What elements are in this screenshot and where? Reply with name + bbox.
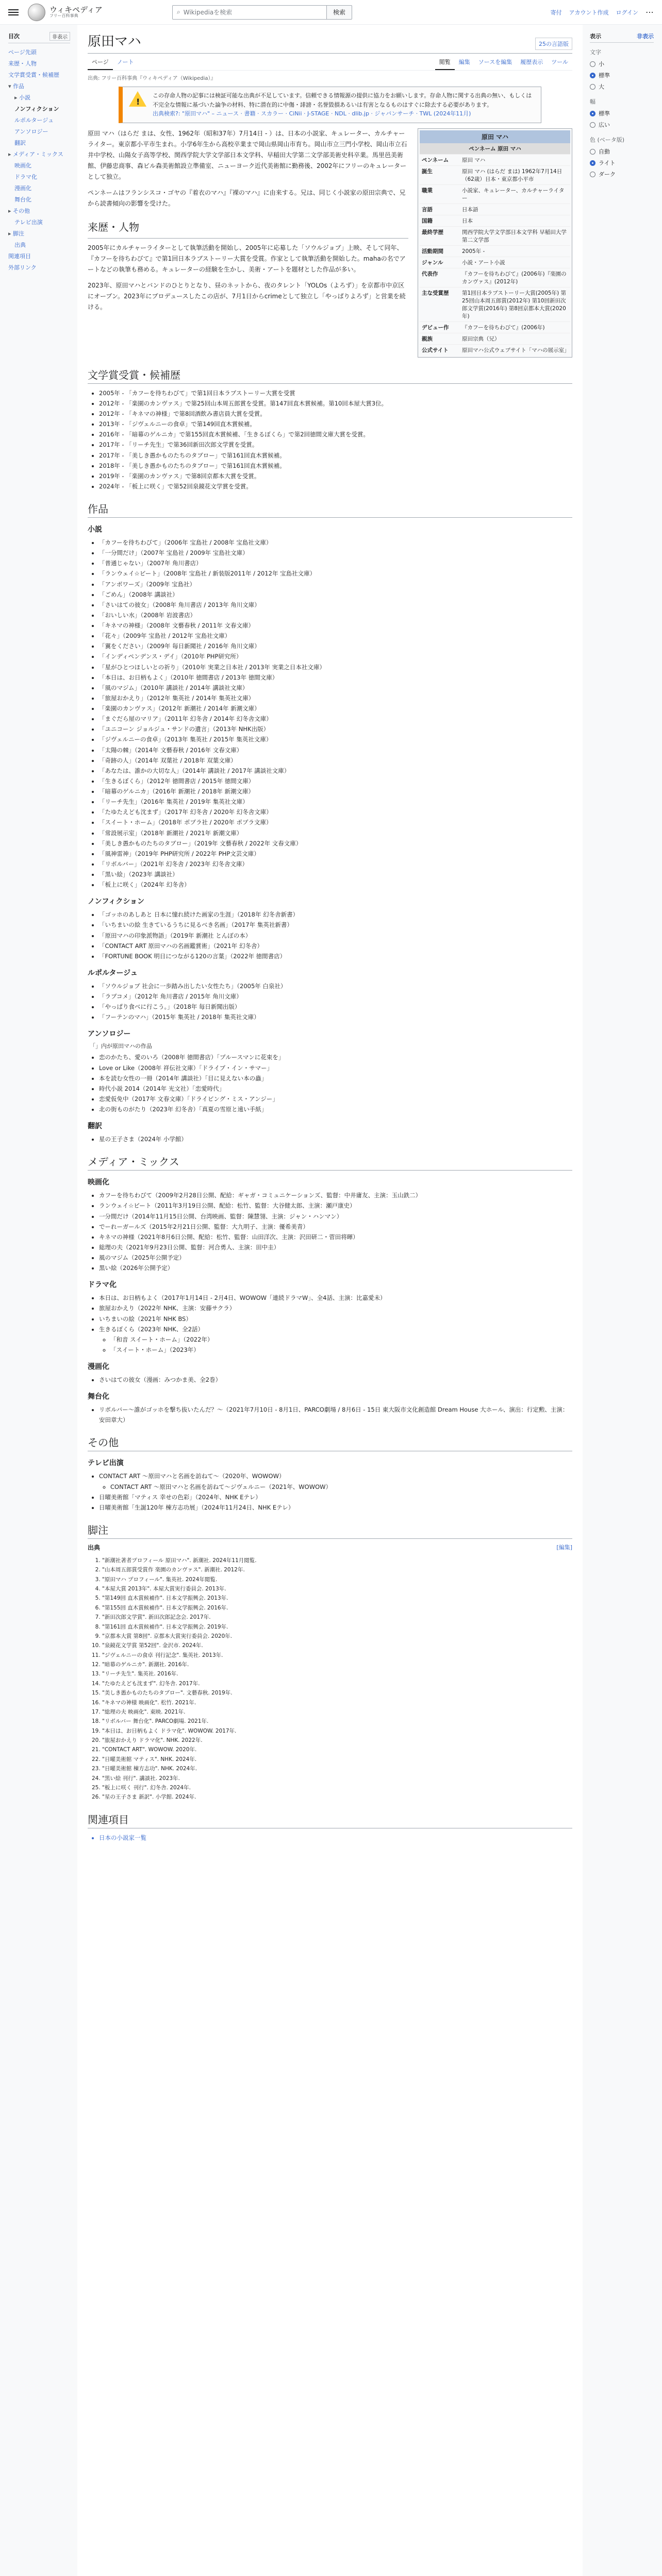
infobox-header: ペンネーム 原田 マハ — [420, 143, 570, 154]
list-item: • ランウェイ☆ビート（2011年3月19日公開、配給：松竹、監督：大谷健太郎、主演：瀬戸康史） — [99, 1200, 572, 1211]
list-item: • 「フーテンのマハ」（2015年 集英社 / 2018年 集英社文庫） — [99, 1012, 572, 1022]
infobox-key: 最終学歴 — [420, 226, 460, 245]
list-item: • 2017年 - 「美しき愚かものたちのタブロー」で第161回直木賞候補。 — [99, 450, 572, 461]
search-button[interactable]: 検索 — [327, 5, 352, 20]
infobox-table — [420, 154, 570, 355]
tab-edit-source[interactable]: ソースを編集 — [478, 59, 512, 65]
list-item: 6. "第155回 直木賞候補作". 日本文学振興会. 2016年. — [102, 1603, 572, 1613]
search-icon: ⌕ — [177, 8, 180, 15]
novels-list — [88, 537, 572, 890]
toc-hide-button[interactable]: 非表示 — [49, 32, 70, 41]
toc-item[interactable]: ▸ 小説 — [8, 92, 70, 103]
infobox-value: 日本語 — [460, 204, 570, 215]
list-item: • 「CONTACT ART 原田マハの名画鑑賞術」（2021年 幻冬舎） — [99, 941, 572, 951]
list-item: • 「風神雷神」（2019年 PHP研究所 / 2022年 PHP文芸文庫） — [99, 849, 572, 859]
list-item: • 「普通じゃない」（2007年 角川書店） — [99, 558, 572, 568]
appearance-option-label: 標準 — [599, 72, 610, 79]
list-item: 4. "本屋大賞 2013年". 本屋大賞実行委員会. 2013年. — [102, 1584, 572, 1594]
list-item: 17. "総理の夫 映画化". 東映. 2021年. — [102, 1707, 572, 1717]
list-item: • 2012年 - 「楽園のカンヴァス」で第25回山本周五郎賞を受賞。第147回直木賞候補。第10回本屋大賞3位。 — [99, 398, 572, 409]
stage-list — [88, 1404, 572, 1425]
appearance-option[interactable] — [590, 157, 654, 168]
list-item: 1. "新潮社著者プロフィール 原田マハ". 新潮社. 2024年11月閲覧. — [102, 1556, 572, 1565]
infobox-key: 誕生 — [420, 165, 460, 184]
list-item: • 「黒い絵」（2023年 講談社） — [99, 869, 572, 879]
section-heading: 関連項目 — [88, 1811, 572, 1828]
list-item: ◦ 「スイート・ホーム」（2023年） — [110, 1345, 572, 1355]
lead-section — [88, 128, 408, 358]
infobox-row — [420, 204, 570, 215]
source-search-links[interactable]: 出典検索?: "原田マハ" – ニュース · 書籍 · スカラー · CiNii · J-STAGE · NDL · dlib.jp · ジャパンサーチ · TWL (2024年11月) — [153, 110, 471, 117]
list-item: • 2013年 - 「ジヴェルニーの食卓」で第149回直木賞候補。 — [99, 419, 572, 429]
list-item: • Love or Like（2008年 祥伝社文庫）「ドライブ・イン・サマー」 — [99, 1063, 572, 1073]
toc-item[interactable]: ノンフィクション — [14, 106, 59, 112]
subsection-heading: ノンフィクション — [88, 897, 145, 906]
subsection-heading: 漫画化 — [88, 1363, 109, 1371]
list-item: • 「一分間だけ」（2007年 宝島社 / 2009年 宝島社文庫） — [99, 548, 572, 558]
infobox-key: 代表作 — [420, 268, 460, 287]
list-item: 5. "第149回 直木賞候補作". 日本文学振興会. 2013年. — [102, 1594, 572, 1603]
toc-item[interactable]: 漫画化 — [14, 185, 31, 192]
tab-page[interactable]: ページ — [88, 54, 113, 70]
list-item: 15. "美しき愚かものたちのタブロー". 文藝春秋. 2019年. — [102, 1688, 572, 1698]
infobox-value: 2005年 - — [460, 245, 570, 257]
list-item: • 生きるぼくら（2023年 NHK、全2話） — [99, 1324, 572, 1334]
toc-item[interactable]: 外部リンク — [8, 264, 37, 271]
list-item: • 黒い絵（2026年公開予定） — [99, 1263, 572, 1273]
refs-subheading: 出典 — [88, 1544, 101, 1551]
list-item: • 2005年 - 「カフーを待ちわびて」で第1回日本ラブストーリー大賞を受賞 — [99, 388, 572, 398]
list-item: 21. "CONTACT ART". WOWOW. 2020年. — [102, 1745, 572, 1754]
infobox-key: 職業 — [420, 184, 460, 204]
list-item: • 「美しき愚かものたちのタブロー」（2019年 文藝春秋 / 2022年 文春文庫） — [99, 838, 572, 849]
list-item: • 2018年 - 「美しき愚かものたちのタブロー」で第161回直木賞候補。 — [99, 461, 572, 471]
related-list — [88, 1833, 572, 1843]
infobox-row — [420, 226, 570, 245]
infobox-row — [420, 321, 570, 333]
infobox-value: 『カフーを待ちわびて』(2006年) — [460, 321, 570, 333]
list-item: • キネマの神様（2021年8月6日公開、配給：松竹、監督：山田洋次、主演：沢田研二・菅田将暉） — [99, 1232, 572, 1242]
list-item: 19. "本日は、お日柄もよく ドラマ化". WOWOW. 2017年. — [102, 1726, 572, 1736]
infobox-row — [420, 333, 570, 344]
infobox-key: 国籍 — [420, 215, 460, 226]
infobox-row — [420, 268, 570, 287]
infobox-key: 公式サイト — [420, 344, 460, 355]
list-item: • 「やっぱり食べに行こう。」（2018年 毎日新聞出版） — [99, 1002, 572, 1012]
wordmark: ウィキペディア — [49, 5, 103, 14]
infobox-key: ジャンル — [420, 257, 460, 268]
infobox-value: 小説・アート小説 — [460, 257, 570, 268]
list-item: • 「リーチ先生」（2016年 集英社 / 2019年 集英社文庫） — [99, 796, 572, 807]
list-item: • 「ユニコーン ジョルジュ・サンドの遺言」（2013年 NHK出版） — [99, 724, 572, 734]
manga-list — [88, 1375, 572, 1385]
toc-title: 目次 — [8, 33, 20, 40]
site-logo[interactable] — [28, 4, 131, 21]
page-title: 原田マハ — [88, 34, 141, 49]
tv-sublist — [99, 1482, 572, 1492]
subsection-heading: ルポルタージュ — [88, 969, 138, 977]
subsection-heading: 映画化 — [88, 1178, 109, 1187]
lead-paragraph: ペンネームはフランシスコ・ゴヤの『着衣のマハ』『裸のマハ』に由来する。兄は、同じく小説家の原田宗典で、兄から読書傾向の影響を受けた。 — [88, 189, 406, 207]
infobox-value: 原田 マハ (はらだ まは) 1962年7月14日（62歳）日本・東京都小平市 — [460, 165, 570, 184]
infobox-value: 小説家、キュレーター、カルチャーライター — [460, 184, 570, 204]
list-item: • 恋愛仮免中（2017年 文春文庫）「ドライビング・ミス・アンジー」 — [99, 1094, 572, 1104]
infobox-key: 活動期間 — [420, 245, 460, 257]
toc-item[interactable]: テレビ出演 — [14, 219, 43, 226]
list-item: 18. "リボルバー 舞台化". PARCO劇場. 2021年. — [102, 1717, 572, 1726]
radio-icon[interactable] — [590, 111, 595, 116]
list-item: 20. "旅屋おかえり ドラマ化". NHK. 2022年. — [102, 1736, 572, 1745]
subsection-heading: 小説 — [88, 526, 102, 534]
toc-item[interactable]: ドラマ化 — [14, 174, 37, 180]
list-item: 3. "原田マハ プロフィール". 集英社. 2024年閲覧. — [102, 1575, 572, 1584]
infobox-value: 関西学院大学文学部日本文学科 早稲田大学第二文学部 — [460, 226, 570, 245]
list-item: • 本を読む女性の一冊（2014年 講談社）「目に見えない本の蟲」 — [99, 1073, 572, 1083]
toc-item[interactable]: 関連項目 — [8, 253, 31, 260]
list-item: • 「ジヴェルニーの食卓」（2013年 集英社 / 2015年 集英社文庫） — [99, 734, 572, 744]
appearance-group-label: 色 (ベータ版) — [590, 137, 625, 143]
list-item: • 一分間だけ（2014年11月15日公開、台湾映画、監督：陳慧翎、主演：ジャン・ハンマン） — [99, 1211, 572, 1222]
list-item: • 北の街ものがたり（2023年 幻冬舎）「真夏の雪原と遠い手紙」 — [99, 1104, 572, 1114]
user-links — [551, 7, 654, 17]
body-paragraph: 2005年にカルチャーライターとして執筆活動を開始し、2005年に応募した「ソウルジョブ」上映、そして同年、『カフーを待ちわびて』で第1回日本ラブストーリー大賞を受賞。作家として執筆活動を開始した。mahaの名でアートなどの執筆も務める。キュレーターの経験を生かし、美術・アートを題材とした作品が多い。 — [88, 244, 406, 273]
list-item: 12. "暗幕のゲルニカ". 新潮社. 2016年. — [102, 1660, 572, 1669]
appearance-option[interactable] — [590, 119, 654, 130]
infobox-title: 原田 マハ — [420, 130, 570, 143]
toc-item[interactable]: 来歴・人物 — [8, 60, 37, 67]
subsection-heading: ドラマ化 — [88, 1281, 117, 1290]
list-item: • 時代小説 2014（2014年 光文社）「恋愛時代」 — [99, 1083, 572, 1094]
list-item: • 「旅屋おかえり」（2012年 集英社 / 2014年 集英社文庫） — [99, 693, 572, 703]
toc-item[interactable]: ▾ 作品 — [8, 80, 70, 92]
list-item: • 2016年 - 「暗幕のゲルニカ」で第155回直木賞候補、「生きるぼくら」で第2回徳間文庫大賞を受賞。 — [99, 429, 572, 439]
infobox-value: 第1回日本ラブストーリー大賞(2005年) 第25回山本周五郎賞(2012年) 第10回新田次郎文学賞(2016年) 第8回京都本大賞(2020年) — [460, 287, 570, 321]
appearance-group — [590, 48, 654, 92]
search-form — [172, 5, 352, 20]
list-item: • 「太陽の棘」（2014年 文藝春秋 / 2016年 文春文庫） — [99, 745, 572, 755]
warning-text: この存命人物の記事には検証可能な出典が不足しています。信頼できる情報源の提供に協力をお願いします。存命人物に関する出典の無い、もしくは不完全な情報に基づいた論争の材料、特に潜在的に中傷・誹謗・名誉毀損あるいは有害となるものはすぐに除去する必要があります。 — [153, 92, 532, 108]
list-item: • 「たゆたえども沈まず」（2017年 幻冬舎 / 2020年 幻冬舎文庫） — [99, 807, 572, 817]
list-item: • 「常設展示室」（2018年 新潮社 / 2021年 新潮文庫） — [99, 828, 572, 838]
list-item: • 「板上に咲く」（2024年 幻冬舎） — [99, 879, 572, 890]
list-item: 25. "板上に咲く 刊行". 幻冬舎. 2024年. — [102, 1783, 572, 1792]
more-options-icon[interactable]: ⋯ — [646, 7, 654, 17]
appearance-option-label: 広い — [599, 122, 610, 128]
list-item: • 「カフーを待ちわびて」（2006年 宝島社 / 2008年 宝島社文庫） — [99, 537, 572, 548]
infobox-value: 『カフーを待ちわびて』(2006年)『楽園のカンヴァス』(2012年) — [460, 268, 570, 287]
radio-icon[interactable] — [590, 122, 595, 128]
list-item: • 「キネマの神様」（2008年 文藝春秋 / 2011年 文春文庫） — [99, 620, 572, 631]
list-item: • 「原田マハの印象派物語」（2019年 新潮社 とんぼの本） — [99, 930, 572, 941]
list-item: • 「風のマジム」（2010年 講談社 / 2014年 講談社文庫） — [99, 683, 572, 693]
list-item: • 「あなたは、誰かの大切な人」（2014年 講談社 / 2017年 講談社文庫） — [99, 766, 572, 776]
translation-list — [88, 1134, 572, 1144]
list-item: • 「インディペンデンス・デイ」（2010年 PHP研究所） — [99, 651, 572, 662]
toc-item[interactable]: ページ先頭 — [8, 49, 37, 56]
list-item: ◦ CONTACT ART ～原田マハと名画を訪ねて～ジヴェルニー（2021年、WOWOW） — [110, 1482, 572, 1492]
tab-read[interactable]: 閲覧 — [435, 54, 455, 70]
list-item: • 「ゴッホのあしあと 日本に憧れ続けた画家の生涯」（2018年 幻冬舎新書） — [99, 909, 572, 920]
nonfiction-list — [88, 909, 572, 961]
list-item: • 2024年 - 「板上に咲く」で第52回泉鏡花文学賞を受賞。 — [99, 481, 572, 492]
radio-icon[interactable] — [590, 160, 595, 166]
list-item: • 星の王子さま（2024年 小学館） — [99, 1134, 572, 1144]
language-button[interactable]: 25の言語版 — [535, 38, 572, 50]
list-item: • 「まぐだら屋のマリア」（2011年 幻冬舎 / 2014年 幻冬舎文庫） — [99, 714, 572, 724]
list-item: • 「ごめん」（2008年 講談社） — [99, 589, 572, 600]
infobox-value: 原田宗典（兄） — [460, 333, 570, 344]
subsection-heading: 舞台化 — [88, 1393, 109, 1401]
radio-icon[interactable] — [590, 84, 595, 90]
toc-item[interactable]: ▸ その他 — [8, 205, 70, 216]
appearance-option-label: ライト — [599, 160, 616, 166]
list-item: • 「本日は、お日柄もよく」（2010年 徳間書店 / 2013年 徳間文庫） — [99, 672, 572, 683]
appearance-hide-button[interactable]: 非表示 — [637, 33, 654, 40]
appearance-group — [590, 135, 654, 180]
anthology-note: 「」内が原田マハの作品 — [90, 1043, 152, 1050]
radio-icon[interactable] — [590, 149, 595, 155]
list-item: • 「星がひとつほしいとの祈り」（2010年 実業之日本社 / 2013年 実業之日本社文庫） — [99, 662, 572, 672]
section-heading: メディア・ミックス — [88, 1154, 572, 1171]
list-item: • 2019年 - 「楽園のカンヴァス」で第8回京都本大賞を受賞。 — [99, 471, 572, 481]
toc-item[interactable]: 映画化 — [14, 162, 31, 169]
appearance-option-label: 標準 — [599, 110, 610, 117]
tab-talk[interactable]: ノート — [117, 59, 134, 65]
list-item: • 「おいしい水」（2008年 岩波書店） — [99, 610, 572, 620]
appearance-option[interactable] — [590, 146, 654, 157]
subsection-heading: アンソロジー — [88, 1030, 131, 1039]
tab-tools[interactable]: ツール — [551, 59, 568, 65]
drama-list — [88, 1293, 572, 1355]
list-item: • 「さいはての彼女」（2008年 角川書店 / 2013年 角川文庫） — [99, 600, 572, 610]
subsection-heading: テレビ出演 — [88, 1459, 124, 1468]
infobox-row — [420, 344, 570, 355]
radio-icon[interactable] — [590, 61, 595, 67]
film-list — [88, 1190, 572, 1273]
infobox-key: 主な受賞歴 — [420, 287, 460, 321]
reportage-list — [88, 981, 572, 1023]
lead-paragraph: 原田 マハ（はらだ まは、女性、1962年（昭和37年）7月14日 - ）は、日本の小説家、キュレーター、カルチャーライター。東京都小平市生まれ。小学6年生から高校卒業まで岡山県岡山市育ち。岡山市立三門小学校、岡山市立石井中学校、山陽女子高等学校、関西学院大学文学部日本文学科、早稲田大学第二文学部美術史科卒業。馬里邑美術館、伊藤忠商事、森ビル森美術館設立準備室、ニューヨーク近代美術館に勤務後、2002年にフリーのキュレーターとして独立。 — [88, 129, 407, 180]
list-item: • 本日は、お日柄もよく（2017年1月14日 - 2月4日、WOWOW「連続ドラマW」、全4話、主演：比嘉愛未） — [99, 1293, 572, 1303]
toc-item[interactable]: アンソロジー — [14, 128, 48, 135]
page-tabs — [88, 54, 572, 71]
toc-item[interactable]: 翻訳 — [14, 140, 26, 146]
appearance-group-label: 幅 — [590, 98, 595, 105]
section-heading: 脚注 — [88, 1522, 572, 1539]
list-item: • 「ラブコメ」（2012年 角川書店 / 2015年 角川文庫） — [99, 991, 572, 1002]
infobox — [418, 128, 572, 358]
tv-list — [88, 1471, 572, 1513]
infobox-row — [420, 154, 570, 165]
subsection-heading: 翻訳 — [88, 1122, 102, 1131]
list-item: 7. "新田次郎文学賞". 新田次郎記念会. 2017年. — [102, 1613, 572, 1622]
list-item: 9. "京都本大賞 第8回". 京都本大賞実行委員会. 2020年. — [102, 1632, 572, 1641]
appearance-option[interactable] — [590, 108, 654, 119]
list-item: • 風のマジム（2025年公開予定） — [99, 1252, 572, 1263]
appearance-option[interactable] — [590, 70, 654, 81]
list-item: • 「楽園のカンヴァス」（2012年 新潮社 / 2014年 新潮文庫） — [99, 703, 572, 714]
list-item: • でーれーガールズ（2015年2月21日公開、監督：大九明子、主演：優希美青） — [99, 1222, 572, 1232]
section-heading: 来歴・人物 — [88, 218, 408, 239]
infobox-row — [420, 257, 570, 268]
list-item: • 「スイート・ホーム」（2018年 ポプラ社 / 2020年 ポプラ文庫） — [99, 817, 572, 827]
list-item: 23. "日曜美術館 棟方志功". NHK. 2024年. — [102, 1764, 572, 1773]
infobox-row — [420, 215, 570, 226]
section-heading: その他 — [88, 1434, 572, 1451]
list-item: 14. "たゆたえども沈まず". 幻冬舎. 2017年. — [102, 1679, 572, 1688]
search-input[interactable]: ⌕ Wikipediaを検索 — [172, 5, 327, 20]
drama-sublist — [99, 1334, 572, 1355]
list-item: • 恋のかたち、愛のいろ（2008年 徳間書店）「プルースマンに花束を」 — [99, 1052, 572, 1062]
infobox-row — [420, 165, 570, 184]
infobox-key: ペンネーム — [420, 154, 460, 165]
list-item: • さいはての彼女（漫画：みつかま美、全2巻） — [99, 1375, 572, 1385]
list-item: 26. "星の王子さま 新訳". 小学館. 2024年. — [102, 1792, 572, 1802]
appearance-option-label: 自動 — [599, 148, 610, 155]
list-item: 22. "日曜美術館 マティス". NHK. 2024年. — [102, 1755, 572, 1764]
list-item: • 旅屋おかえり（2022年 NHK、主演：安藤サクラ） — [99, 1303, 572, 1313]
infobox-row — [420, 245, 570, 257]
article — [77, 25, 583, 2576]
login-link[interactable]: ログイン — [616, 9, 638, 16]
wikipedia-globe-icon — [28, 4, 45, 21]
toc-item[interactable]: 出典 — [14, 242, 26, 248]
list-item: 11. "ジヴェルニーの食卓 刊行記念". 集英社. 2013年. — [102, 1651, 572, 1660]
infobox-value: 日本 — [460, 215, 570, 226]
list-item: • 「奇跡の人」（2014年 双葉社 / 2018年 双葉文庫） — [99, 755, 572, 766]
infobox-value: 原田マハ公式ウェブサイト「マハの展示室」 — [460, 344, 570, 355]
appearance-title: 表示 — [590, 33, 601, 40]
infobox-key: 言語 — [420, 204, 460, 215]
list-item: • 「FORTUNE BOOK 明日につながる120の言葉」（2022年 徳間書店） — [99, 951, 572, 961]
tab-edit[interactable]: 編集 — [458, 59, 470, 65]
appearance-option[interactable] — [590, 58, 654, 70]
list-item: • CONTACT ART ～原田マハと名画を訪ねて～（2020年、WOWOW） — [99, 1471, 572, 1481]
list-item: • 2017年 - 「リーチ先生」で第36回新田次郎文学賞を受賞。 — [99, 439, 572, 450]
body-paragraph: 2023年、原田マハとバンドのひとりとなり、昼のネットから、夜のタレント「YOLOs（よろず）」を京都市中京区にオープン。2023年にプロデュースしたこの店が、7月1日からcrimeとして独立し「やっぱりよろず」と営業を続ける。 — [88, 281, 406, 311]
appearance-option[interactable] — [590, 81, 654, 92]
create-account-link[interactable]: アカウント作成 — [569, 9, 609, 16]
appearance-option-label: 小 — [599, 61, 604, 67]
list-item: • 「翼をください」（2009年 毎日新聞社 / 2016年 角川文庫） — [99, 641, 572, 651]
list-item: • 2012年 - 「キネマの神様」で第8回酒飲み書店員大賞を受賞。 — [99, 409, 572, 419]
tagline: フリー百科事典 — [49, 13, 78, 19]
infobox-row — [420, 287, 570, 321]
list-item: 8. "第161回 直木賞候補作". 日本文学振興会. 2019年. — [102, 1622, 572, 1632]
toc-item[interactable]: ルポルタージュ — [14, 117, 54, 124]
list-item: ◦ 「和音 スイート・ホーム」（2022年） — [110, 1334, 572, 1345]
list-item: • リボルバー〜誰がゴッホを撃ち抜いたんだ？〜（2021年7月10日 - 8月1日、PARCO劇場 / 8月6日 - 15日 東大阪市文化創造館 Dream House 大ホール、演出：行定勲、主演：安田章大） — [99, 1404, 572, 1425]
infobox-key: デビュー作 — [420, 321, 460, 333]
section-heading: 文学賞受賞・候補歴 — [88, 367, 572, 384]
list-item: 16. "キネマの神様 映画化". 松竹. 2021年. — [102, 1698, 572, 1707]
radio-icon[interactable] — [590, 73, 595, 78]
toc-list — [8, 46, 70, 273]
toc-item[interactable]: 文学賞受賞・候補歴 — [8, 72, 59, 78]
list-item: 13. "リーチ先生". 集英社. 2016年. — [102, 1669, 572, 1679]
from-line: 出典: フリー百科事典『ウィキペディア（Wikipedia）』 — [88, 76, 216, 81]
appearance-sidebar — [590, 25, 654, 2576]
appearance-option-label: 大 — [599, 83, 604, 90]
appearance-option-label: ダーク — [599, 171, 616, 178]
list-item: • 「ソウルジョブ 社会に一歩踏み出したい女性たち」（2005年 白泉社） — [99, 981, 572, 991]
list-item: • 日曜美術館「マティス 幸せの色彩」（2024年、NHK Eテレ） — [99, 1492, 572, 1502]
list-item: • 「アンボワーズ」（2009年 宝島社） — [99, 579, 572, 589]
tab-history[interactable]: 履歴表示 — [520, 59, 543, 65]
donate-link[interactable]: 寄付 — [550, 9, 562, 16]
list-item: • 総理の夫（2021年9月23日公開、監督：河合勇人、主演：田中圭） — [99, 1242, 572, 1252]
toc-item[interactable]: 舞台化 — [14, 196, 31, 203]
appearance-group — [590, 97, 654, 130]
list-item: • 「リボルバー」（2021年 幻冬舎 / 2023年 幻冬舎文庫） — [99, 859, 572, 869]
citation-warning-box — [119, 87, 541, 123]
list-item: • いちまいの絵（2021年 NHK BS） — [99, 1314, 572, 1324]
list-item: 2. "山本周五郎賞受賞作 楽園のカンヴァス". 新潮社. 2012年. — [102, 1565, 572, 1574]
list-item: • 「暗幕のゲルニカ」（2016年 新潮社 / 2018年 新潮文庫） — [99, 786, 572, 796]
list-item: • カフーを待ちわびて（2009年2月28日公開、配給：ギャガ・コミュニケーションズ、監督：中井庸友、主演：玉山鉄二） — [99, 1190, 572, 1200]
list-item: • 「いちまいの絵 生きているうちに見るべき名画」（2017年 集英社新書） — [99, 920, 572, 930]
awards-list — [88, 388, 572, 492]
radio-icon[interactable] — [590, 172, 595, 177]
appearance-group-label: 文字 — [590, 49, 601, 56]
warning-icon — [129, 91, 146, 107]
anthology-list — [88, 1052, 572, 1114]
infobox-key: 親族 — [420, 333, 460, 344]
list-item[interactable]: • 日本の小説家一覧 — [99, 1833, 572, 1843]
site-header — [0, 0, 662, 25]
main-menu-icon[interactable] — [8, 7, 19, 18]
toc-item[interactable]: ▸ メディア・ミックス — [8, 148, 70, 160]
list-item: • 「ランウェイ☆ビート」（2008年 宝島社 / 新装版2011年 / 2012年 宝島社文庫） — [99, 568, 572, 579]
list-item: 10. "泉鏡花文学賞 第52回". 金沢市. 2024年. — [102, 1641, 572, 1650]
infobox-value: 原田 マハ — [460, 154, 570, 165]
appearance-option[interactable] — [590, 168, 654, 180]
list-item: • 「花々」（2009年 宝島社 / 2012年 宝島社文庫） — [99, 631, 572, 641]
toc-sidebar — [8, 25, 70, 2576]
section-heading: 作品 — [88, 501, 572, 518]
list-item: 24. "黒い絵 刊行". 講談社. 2023年. — [102, 1774, 572, 1783]
list-item: • 「生きるぼくら」（2012年 徳間書店 / 2015年 徳間文庫） — [99, 776, 572, 786]
edit-refs-link[interactable]: [編集] — [556, 1544, 572, 1551]
references-list — [88, 1556, 572, 1802]
list-item: • 日曜美術館「生誕120年 棟方志功展」（2024年11月24日、NHK Eテレ） — [99, 1502, 572, 1513]
infobox-row — [420, 184, 570, 204]
toc-item[interactable]: ▸ 脚注 — [8, 228, 70, 239]
